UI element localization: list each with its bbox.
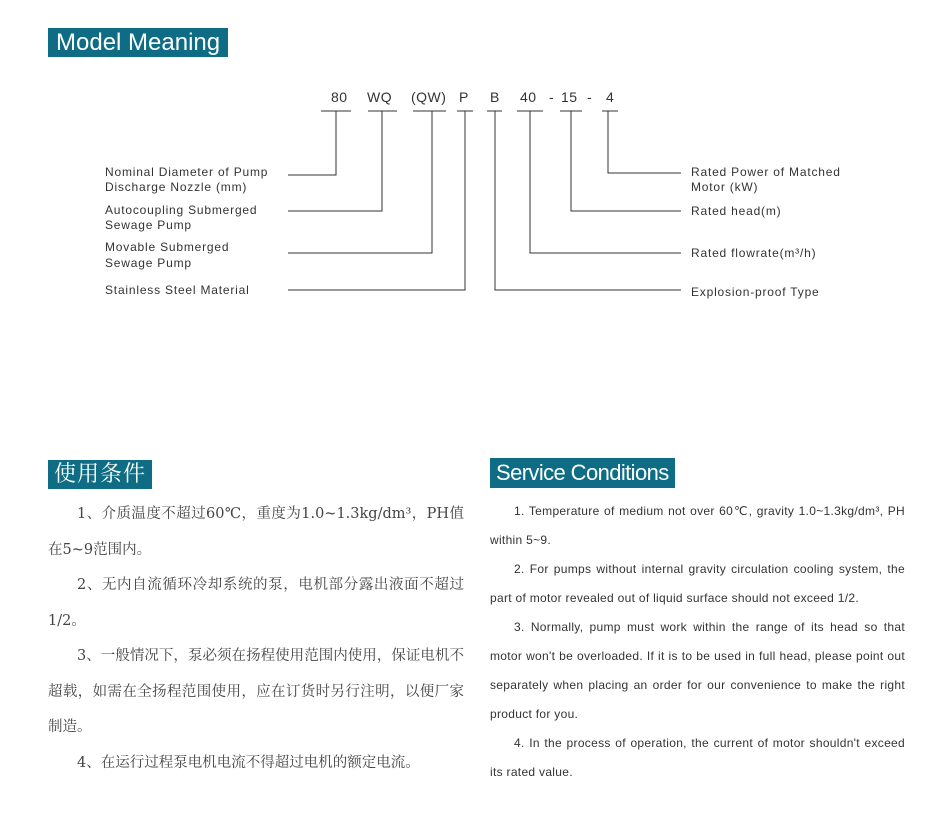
cn-conditions-title: 使用条件 — [48, 460, 152, 489]
en-paragraph: 3. Normally, pump must work within the range of its head so that motor won't be overloaded. If it is to be used in full head, please point out separately when placing an order for our convenience to make the right product for you. — [490, 620, 905, 721]
label-nominal-diameter-l1: Nominal Diameter of Pump — [105, 165, 269, 179]
cn-conditions-text — [48, 497, 464, 781]
label-stainless-steel: Stainless Steel Material — [105, 283, 250, 297]
code-part-head: 15 — [561, 89, 578, 105]
en-paragraph: 1. Temperature of medium not over 60℃, gravity 1.0~1.3kg/dm³, PH within 5~9. — [490, 504, 905, 547]
cn-paragraph: 1、介质温度不超过60℃，重度为1.0~1.3kg/dm³，PH值在5~9范围内。 — [48, 506, 464, 558]
cn-paragraph: 3、一般情况下，泵必须在扬程使用范围内使用，保证电机不超载，如需在全扬程范围使用，应在订货时另行注明，以便厂家制造。 — [48, 648, 464, 735]
code-part-flow: 40 — [520, 89, 537, 105]
label-autocoupling-l1: Autocoupling Submerged — [105, 203, 258, 217]
en-conditions-title: Service Conditions — [490, 458, 675, 488]
code-part-b: B — [490, 89, 500, 105]
label-autocoupling-l2: Sewage Pump — [105, 218, 192, 232]
code-part-p: P — [459, 89, 469, 105]
code-part-diameter: 80 — [331, 89, 348, 105]
en-conditions-text — [490, 497, 905, 787]
code-part-dash-1: - — [549, 89, 555, 105]
code-part-qw: (QW) — [411, 89, 447, 105]
en-paragraph: 2. For pumps without internal gravity circulation cooling system, the part of motor revealed out of liquid surface should not exceed 1/2. — [490, 562, 905, 605]
label-rated-power-l1: Rated Power of Matched — [691, 165, 841, 179]
label-rated-power-l2: Motor (kW) — [691, 180, 759, 194]
model-meaning-diagram — [0, 70, 949, 310]
label-explosion-proof: Explosion-proof Type — [691, 285, 820, 299]
label-rated-head: Rated head(m) — [691, 204, 782, 218]
cn-paragraph: 4、在运行过程泵电机电流不得超过电机的额定电流。 — [77, 754, 420, 771]
label-rated-flowrate: Rated flowrate(m³/h) — [691, 246, 817, 260]
left-connectors — [288, 111, 465, 290]
cn-paragraph: 2、无内自流循环冷却系统的泵，电机部分露出液面不超过1/2。 — [48, 577, 464, 629]
model-meaning-title: Model Meaning — [48, 28, 228, 57]
label-movable-l2: Sewage Pump — [105, 256, 192, 270]
right-connectors — [495, 111, 681, 290]
label-movable-l1: Movable Submerged — [105, 240, 230, 254]
en-paragraph: 4. In the process of operation, the current of motor shouldn't exceed its rated value. — [490, 736, 905, 779]
label-nominal-diameter-l2: Discharge Nozzle (mm) — [105, 180, 248, 194]
code-part-wq: WQ — [367, 89, 393, 105]
code-part-power: 4 — [606, 89, 615, 105]
code-part-dash-2: - — [587, 89, 593, 105]
